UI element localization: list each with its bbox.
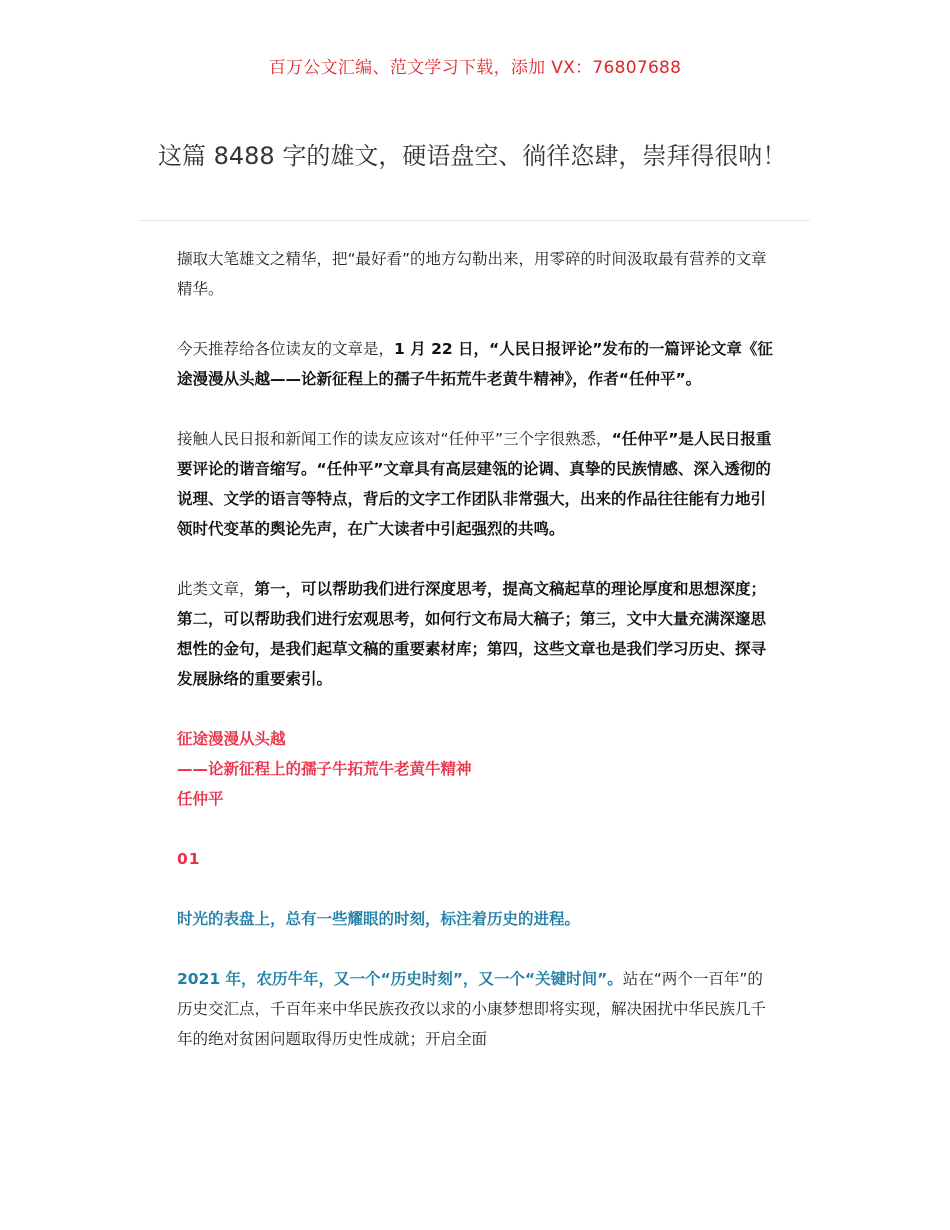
highlight-sentence: 时光的表盘上，总有一些耀眼的时刻，标注着历史的进程。 <box>177 910 581 928</box>
body-lead-bold: 2021 年，农历牛年，又一个“历史时刻”，又一个“关键时间”。 <box>177 970 623 988</box>
value-bold: 第一，可以帮助我们进行深度思考，提高文稿起草的理论厚度和思想深度；第二，可以帮助我们进行宏观思考，如何行文布局大稿子；第三，文中大量充满深邃思想性的金句，是我们起草文稿的重要素材库；第四，这些文章也是我们学习历史、探寻发展脉络的重要索引。 <box>177 580 767 688</box>
background-lead: 接触人民日报和新闻工作的读友应该对“任仲平”三个字很熟悉， <box>177 430 612 448</box>
value-lead: 此类文章， <box>177 580 255 598</box>
article-title: 这篇 8488 字的雄文，硬语盘空、徜徉恣肆，崇拜得很呐！ <box>158 142 787 170</box>
value-paragraph <box>177 574 777 694</box>
featured-subtitle: ——论新征程上的孺子牛拓荒牛老黄牛精神 <box>177 760 472 778</box>
body-paragraph <box>177 964 777 1054</box>
promo-banner: 百万公文汇编、范文学习下载，添加 VX：76807688 <box>268 58 682 78</box>
featured-article-heading <box>177 724 777 814</box>
featured-author: 任仲平 <box>177 790 224 808</box>
recommendation-bold: 1 月 22 日，“人民日报评论”发布的一篇评论文章《征途漫漫从头越——论新征程上的孺子牛拓荒牛老黄牛精神》，作者“任仲平”。 <box>177 340 773 388</box>
background-paragraph <box>177 424 777 544</box>
title-divider <box>140 220 810 221</box>
recommendation-paragraph <box>177 334 777 394</box>
recommendation-lead: 今天推荐给各位读友的文章是， <box>177 340 395 358</box>
featured-title: 征途漫漫从头越 <box>177 730 286 748</box>
body-rest: 站在“两个一百年”的历史交汇点，千百年来中华民族孜孜以求的小康梦想即将实现，解决困扰中华民族几千年的绝对贫困问题取得历史性成就；开启全面 <box>177 970 767 1048</box>
section-number: 01 <box>177 850 201 868</box>
intro-paragraph: 撷取大笔雄文之精华，把“最好看”的地方勾勒出来，用零碎的时间汲取最有营养的文章精华。 <box>177 250 767 298</box>
background-bold: “任仲平”是人民日报重要评论的谐音缩写。“任仲平”文章具有高层建瓴的论调、真挚的民族情感、深入透彻的说理、文学的语言等特点，背后的文字工作团队非常强大，出来的作品往往能有力地引领时代变革的舆论先声，在广大读者中引起强烈的共鸣。 <box>177 430 772 538</box>
article-body <box>177 244 777 1084</box>
